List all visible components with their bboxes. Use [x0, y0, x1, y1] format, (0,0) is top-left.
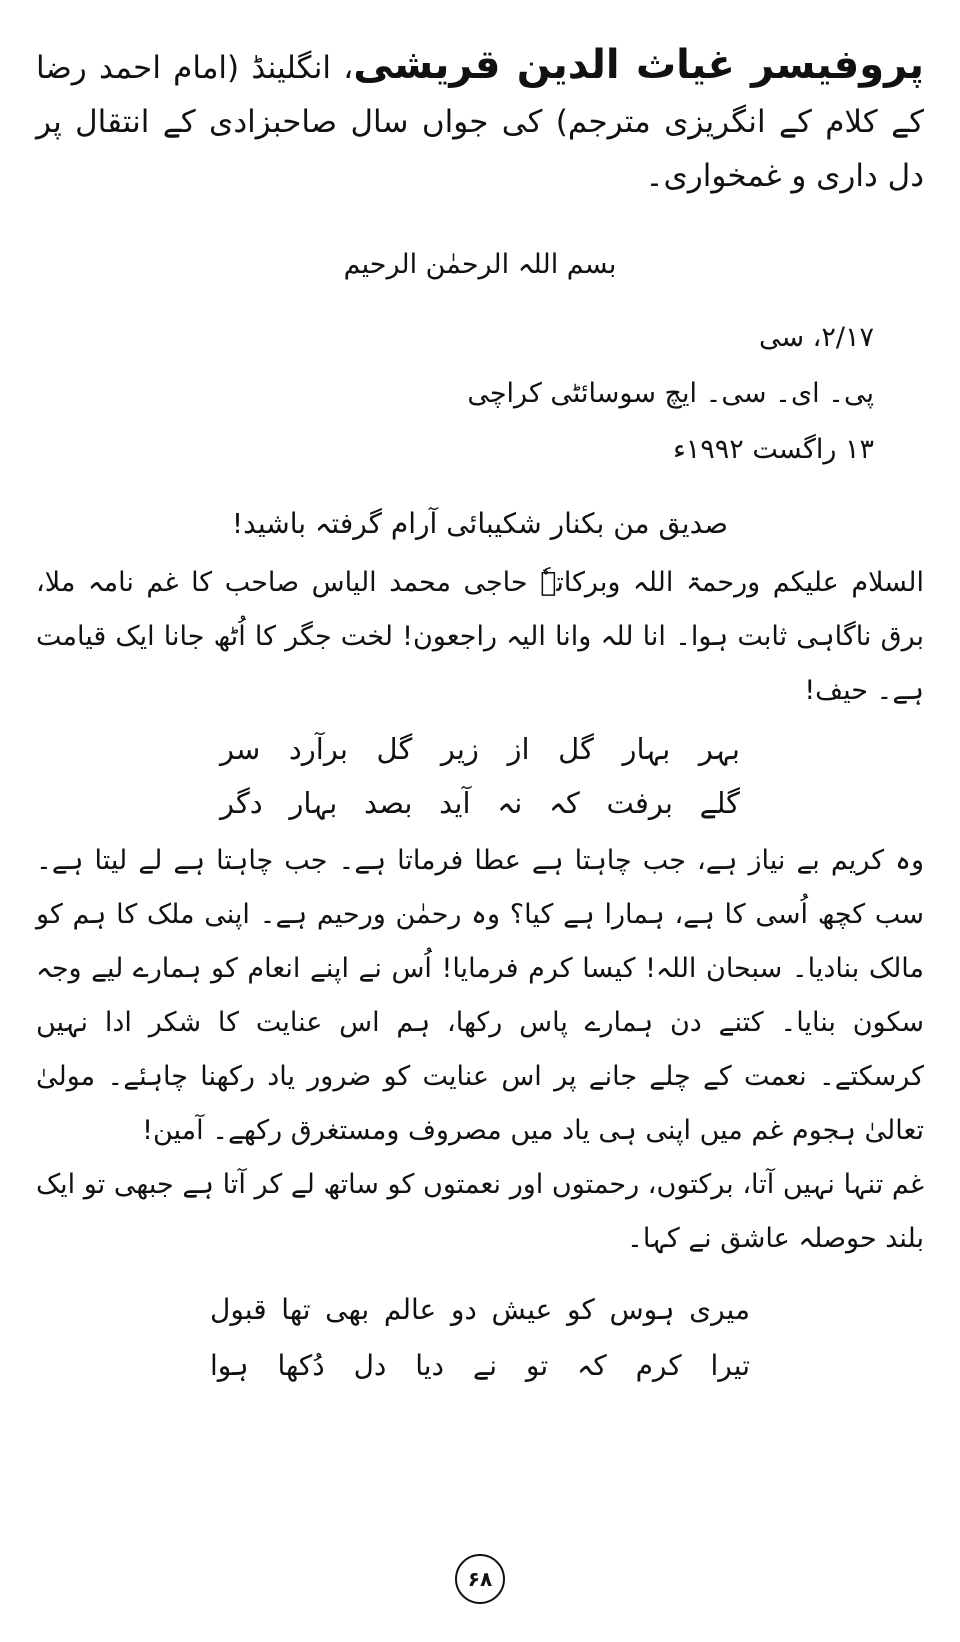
paragraph: غم تنہا نہیں آتا، برکتوں، رحمتوں اور نعمتوں کو ساتھ لے کر آتا ہے جبھی تو ایک بلند حوصلہ عاشق نے کہا۔ — [36, 1169, 924, 1254]
salutation: صدیق من بکنار شکیبائی آرام گرفتہ باشید! — [231, 507, 729, 540]
bismillah: بسم اللہ الرحمٰن الرحیم — [343, 249, 617, 280]
address-line: پی۔ ای۔ سی۔ ایچ سوسائٹی کراچی — [467, 378, 874, 409]
recipient-name: پروفیسر غیاث الدین قریشی — [353, 42, 924, 88]
verse-line: میری ہوس کو عیش دو عالم بھی تھا قبول — [210, 1293, 750, 1326]
page-number: ۶۸ — [455, 1554, 505, 1604]
heading-description: ، انگلینڈ (امام احمد رضا کے کلام کے انگریزی مترجم) کی جواں سال صاحبزادی کے انتقال پر دل داری و غمخواری۔ — [36, 50, 924, 194]
paragraph: وہ کریم بے نیاز ہے، جب چاہتا ہے عطا فرماتا ہے۔ جب چاہتا ہے لے لیتا ہے۔ سب کچھ اُسی کا ہے، ہمارا ہے کیا؟ وہ رحمٰن ورحیم ہے۔ اپنی ملک کا ہم کو مالک بنادیا۔ سبحان اللہ! کیسا کرم فرمایا! اُس نے اپنے انعام کو ہمارے لیے وجہ سکون بنایا۔ کتنے دن ہمارے پاس رکھا، ہم اس عنایت کا شکر ادا نہیں کرسکتے۔ نعمت کے چلے جانے پر اس عنایت کو ضرور یاد رکھنا چاہئے۔ مولیٰ تعالیٰ ہجوم غم میں اپنی ہی یاد میں مصروف ومستغرق رکھے۔ آمین! — [36, 845, 924, 1146]
verse-line: بہر بہار گل از زیر گل برآرد سر — [220, 732, 740, 766]
paragraph: السلام علیکم ورحمۃ اللہ وبرکاتہٗ حاجی محمد الیاس صاحب کا غم نامہ ملا، برق ناگاہی ثابت ہوا۔ انا للہ وانا الیہ راجعون! لخت جگر کا اُٹھ جانا ایک قیامت ہے۔ حیف! — [36, 567, 924, 706]
letter-date: ۱۳ راگست ۱۹۹۲ء — [673, 434, 874, 465]
urdu-couplet — [210, 1282, 750, 1394]
letter-heading — [36, 38, 924, 203]
address-line: ۲/۱۷، سی — [758, 322, 874, 353]
verse-line: گلے برفت کہ نہ آید بصد بہار دگر — [220, 786, 740, 820]
persian-couplet — [220, 722, 740, 830]
verse-line: تیرا کرم کہ تو نے دیا دل دُکھا ہوا — [210, 1349, 750, 1382]
sender-address — [36, 310, 924, 478]
